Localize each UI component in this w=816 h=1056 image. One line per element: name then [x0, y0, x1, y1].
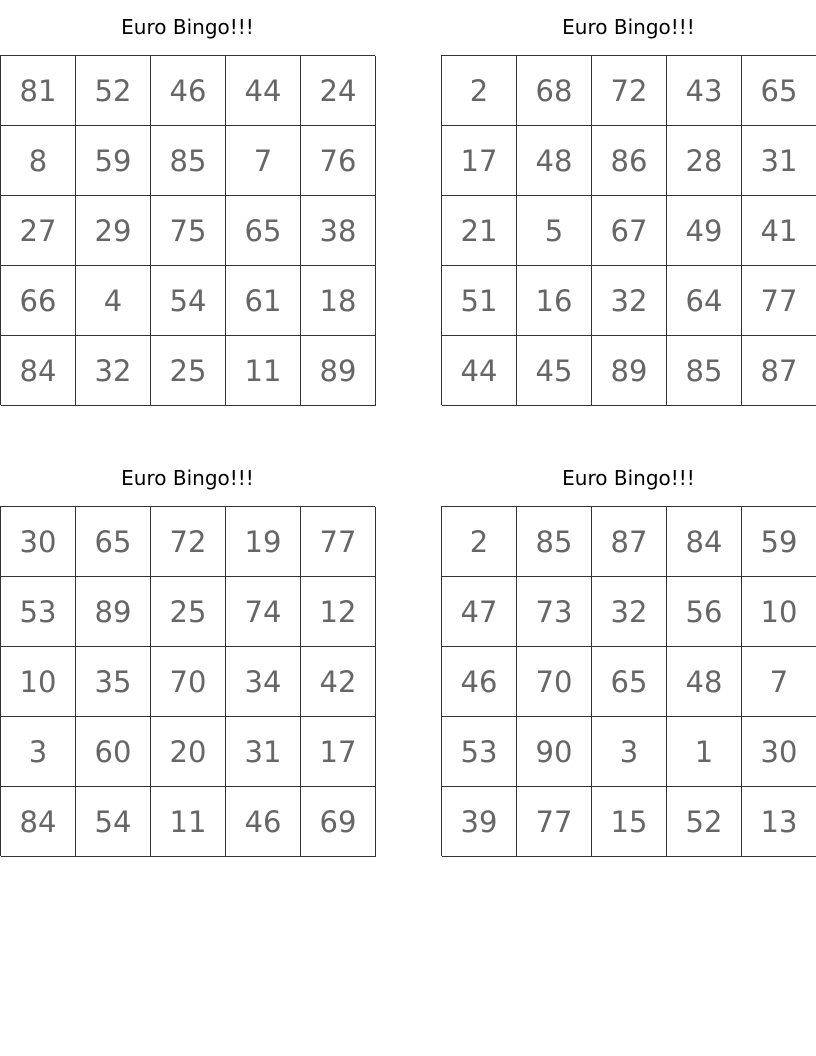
- bingo-grid: [0, 55, 375, 405]
- bingo-grid: [0, 506, 375, 856]
- bingo-cell: 53: [1, 577, 76, 647]
- bingo-cell: 31: [226, 717, 301, 787]
- bingo-cell: 47: [442, 577, 517, 647]
- bingo-cell: 51: [442, 266, 517, 336]
- bingo-cell: 25: [151, 577, 226, 647]
- bingo-cell: 69: [301, 787, 376, 857]
- bingo-cell: 60: [76, 717, 151, 787]
- bingo-cell: 10: [1, 647, 76, 717]
- bingo-card-2: [441, 0, 816, 405]
- bingo-cell: 17: [442, 126, 517, 196]
- bingo-cell: 65: [226, 196, 301, 266]
- bingo-cell: 84: [1, 787, 76, 857]
- bingo-cell: 34: [226, 647, 301, 717]
- bingo-cell: 18: [301, 266, 376, 336]
- bingo-cell: 4: [76, 266, 151, 336]
- bingo-cell: 27: [1, 196, 76, 266]
- bingo-cell: 7: [742, 647, 816, 717]
- bingo-cell: 74: [226, 577, 301, 647]
- bingo-cell: 65: [592, 647, 667, 717]
- bingo-cell: 24: [301, 56, 376, 126]
- bingo-cell: 77: [517, 787, 592, 857]
- bingo-cell: 48: [667, 647, 742, 717]
- card-title: Euro Bingo!!!: [121, 466, 254, 490]
- bingo-card-1: [0, 0, 375, 405]
- bingo-cell: 89: [592, 336, 667, 406]
- bingo-cell: 13: [742, 787, 816, 857]
- bingo-cell: 49: [667, 196, 742, 266]
- bingo-cell: 48: [517, 126, 592, 196]
- bingo-cell: 84: [667, 507, 742, 577]
- bingo-cell: 56: [667, 577, 742, 647]
- bingo-cell: 46: [442, 647, 517, 717]
- bingo-cell: 19: [226, 507, 301, 577]
- bingo-grid: [441, 55, 816, 405]
- bingo-cell: 75: [151, 196, 226, 266]
- bingo-cell: 31: [742, 126, 816, 196]
- bingo-cell: 46: [151, 56, 226, 126]
- bingo-cell: 77: [301, 507, 376, 577]
- bingo-cell: 54: [151, 266, 226, 336]
- bingo-cell: 44: [226, 56, 301, 126]
- bingo-cell: 67: [592, 196, 667, 266]
- bingo-cell: 87: [742, 336, 816, 406]
- card-title: Euro Bingo!!!: [562, 466, 695, 490]
- bingo-cell: 29: [76, 196, 151, 266]
- bingo-cell: 32: [592, 577, 667, 647]
- bingo-cell: 21: [442, 196, 517, 266]
- bingo-cell: 59: [742, 507, 816, 577]
- bingo-cell: 5: [517, 196, 592, 266]
- bingo-cell: 38: [301, 196, 376, 266]
- card-title: Euro Bingo!!!: [562, 15, 695, 39]
- bingo-cell: 7: [226, 126, 301, 196]
- bingo-cell: 30: [742, 717, 816, 787]
- bingo-cell: 85: [151, 126, 226, 196]
- bingo-cell: 90: [517, 717, 592, 787]
- bingo-cell: 45: [517, 336, 592, 406]
- bingo-cell: 81: [1, 56, 76, 126]
- bingo-cell: 46: [226, 787, 301, 857]
- bingo-cell: 28: [667, 126, 742, 196]
- bingo-cell: 39: [442, 787, 517, 857]
- bingo-cell: 54: [76, 787, 151, 857]
- bingo-cell: 16: [517, 266, 592, 336]
- bingo-cell: 52: [76, 56, 151, 126]
- bingo-cell: 35: [76, 647, 151, 717]
- bingo-cell: 2: [442, 507, 517, 577]
- bingo-cell: 66: [1, 266, 76, 336]
- bingo-cell: 12: [301, 577, 376, 647]
- bingo-cell: 3: [592, 717, 667, 787]
- bingo-cell: 68: [517, 56, 592, 126]
- bingo-cell: 73: [517, 577, 592, 647]
- bingo-card-4: [441, 451, 816, 856]
- bingo-cell: 32: [76, 336, 151, 406]
- bingo-cell: 84: [1, 336, 76, 406]
- bingo-cell: 20: [151, 717, 226, 787]
- bingo-cell: 77: [742, 266, 816, 336]
- bingo-cell: 43: [667, 56, 742, 126]
- bingo-cell: 10: [742, 577, 816, 647]
- bingo-cell: 32: [592, 266, 667, 336]
- bingo-cell: 59: [76, 126, 151, 196]
- card-title: Euro Bingo!!!: [121, 15, 254, 39]
- bingo-grid: [441, 506, 816, 856]
- bingo-cell: 2: [442, 56, 517, 126]
- bingo-card-3: [0, 451, 375, 856]
- bingo-cell: 86: [592, 126, 667, 196]
- bingo-cell: 15: [592, 787, 667, 857]
- bingo-cell: 70: [151, 647, 226, 717]
- bingo-cell: 52: [667, 787, 742, 857]
- bingo-cell: 72: [151, 507, 226, 577]
- bingo-cell: 1: [667, 717, 742, 787]
- bingo-cell: 85: [667, 336, 742, 406]
- bingo-cell: 65: [742, 56, 816, 126]
- bingo-cell: 3: [1, 717, 76, 787]
- bingo-cell: 89: [301, 336, 376, 406]
- bingo-cell: 61: [226, 266, 301, 336]
- bingo-cell: 87: [592, 507, 667, 577]
- bingo-cell: 64: [667, 266, 742, 336]
- bingo-cell: 85: [517, 507, 592, 577]
- bingo-cell: 11: [226, 336, 301, 406]
- bingo-cell: 72: [592, 56, 667, 126]
- bingo-cell: 17: [301, 717, 376, 787]
- bingo-cell: 53: [442, 717, 517, 787]
- bingo-cell: 65: [76, 507, 151, 577]
- bingo-cell: 70: [517, 647, 592, 717]
- bingo-cell: 25: [151, 336, 226, 406]
- bingo-cell: 11: [151, 787, 226, 857]
- bingo-cell: 89: [76, 577, 151, 647]
- bingo-cell: 42: [301, 647, 376, 717]
- bingo-cell: 41: [742, 196, 816, 266]
- bingo-cell: 8: [1, 126, 76, 196]
- bingo-cell: 44: [442, 336, 517, 406]
- bingo-cell: 76: [301, 126, 376, 196]
- bingo-cell: 30: [1, 507, 76, 577]
